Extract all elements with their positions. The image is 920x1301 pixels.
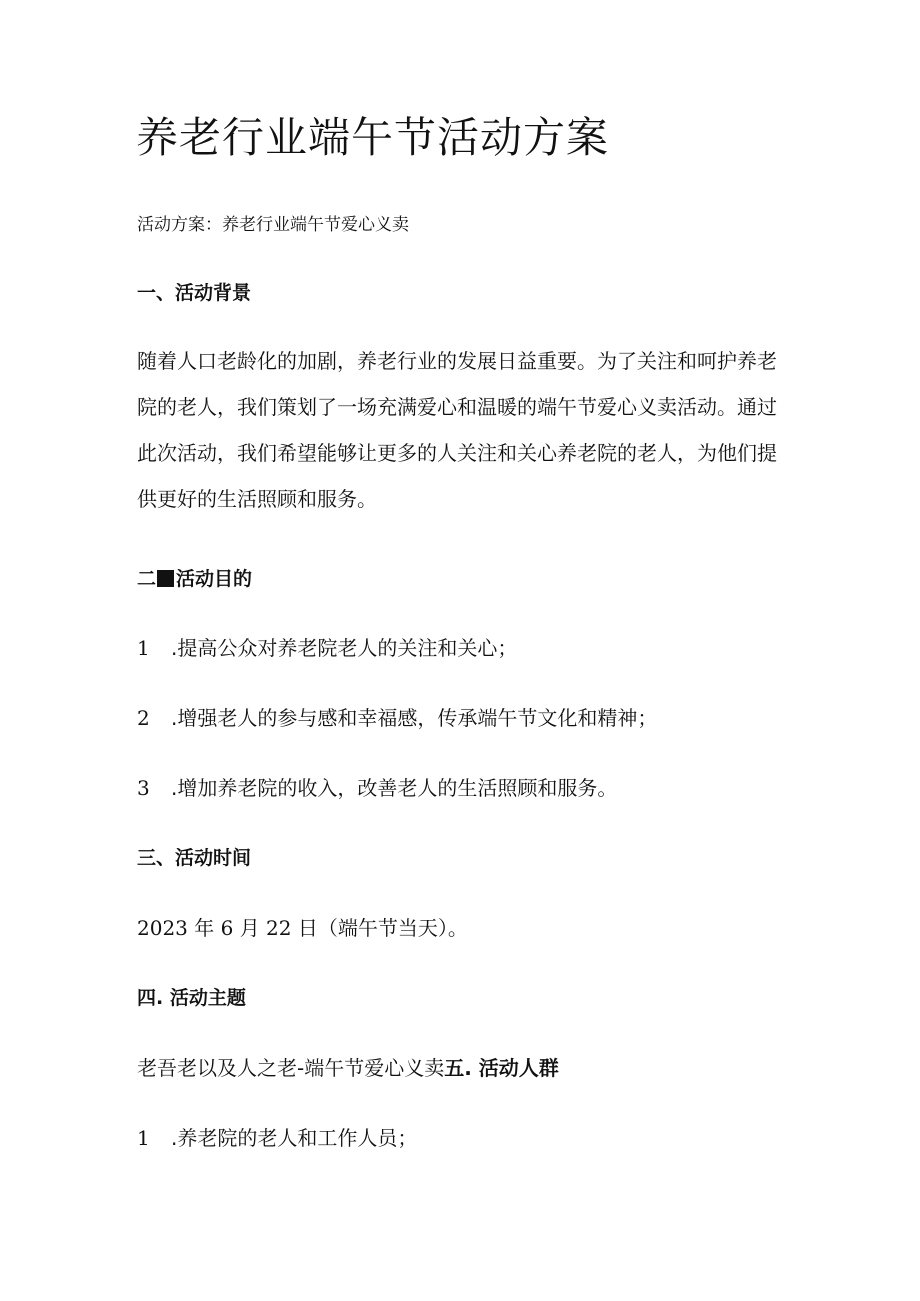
people-item-number: 1 bbox=[137, 1126, 150, 1150]
people-item bbox=[137, 1122, 417, 1151]
goal-item-number: 1 bbox=[137, 636, 150, 660]
goal-item-number: 3 bbox=[137, 776, 150, 800]
goal-item bbox=[137, 632, 517, 661]
goal-item-text: .增强老人的参与感和幸福感，传承端午节文化和精神； bbox=[171, 706, 658, 730]
background-paragraph: 随着人口老龄化的加剧，养老行业的发展日益重要。为了关注和呵护养老院的老人，我们策划了一场充满爱心和温暖的端午节爱心义卖活动。通过此次活动，我们希望能够让更多的人关注和关心养老院的老人，为他们提供更好的生活照顾和服务。 bbox=[137, 349, 777, 511]
goal-item bbox=[137, 772, 617, 801]
document-subtitle: 活动方案：养老行业端午节爱心义卖 bbox=[137, 215, 409, 235]
theme-line bbox=[137, 1052, 559, 1081]
section-heading-goals bbox=[137, 564, 252, 591]
goal-item-text: .增加养老院的收入，改善老人的生活照顾和服务。 bbox=[171, 776, 618, 800]
goal-item-text: .提高公众对养老院老人的关注和关心； bbox=[171, 636, 518, 660]
goal-item-number: 2 bbox=[137, 706, 150, 730]
section-heading-theme: 四. 活动主题 bbox=[137, 987, 246, 1009]
theme-text: 老吾老以及人之老-端午节爱心义卖 bbox=[137, 1056, 445, 1080]
section-heading-background: 一、活动背景 bbox=[137, 282, 252, 304]
document-title: 养老行业端午节活动方案 bbox=[136, 113, 610, 162]
goals-heading-prefix: 二 bbox=[137, 568, 157, 590]
goal-item bbox=[137, 702, 657, 731]
section-heading-people: 五. 活动人群 bbox=[444, 1056, 559, 1080]
goals-heading-label: 活动目的 bbox=[176, 568, 253, 590]
time-text: 2023 年 6 月 22 日（端午节当天）。 bbox=[137, 916, 468, 940]
people-item-text: .养老院的老人和工作人员； bbox=[171, 1126, 418, 1150]
section-heading-time: 三、活动时间 bbox=[137, 847, 252, 869]
square-glyph-icon bbox=[157, 570, 174, 587]
